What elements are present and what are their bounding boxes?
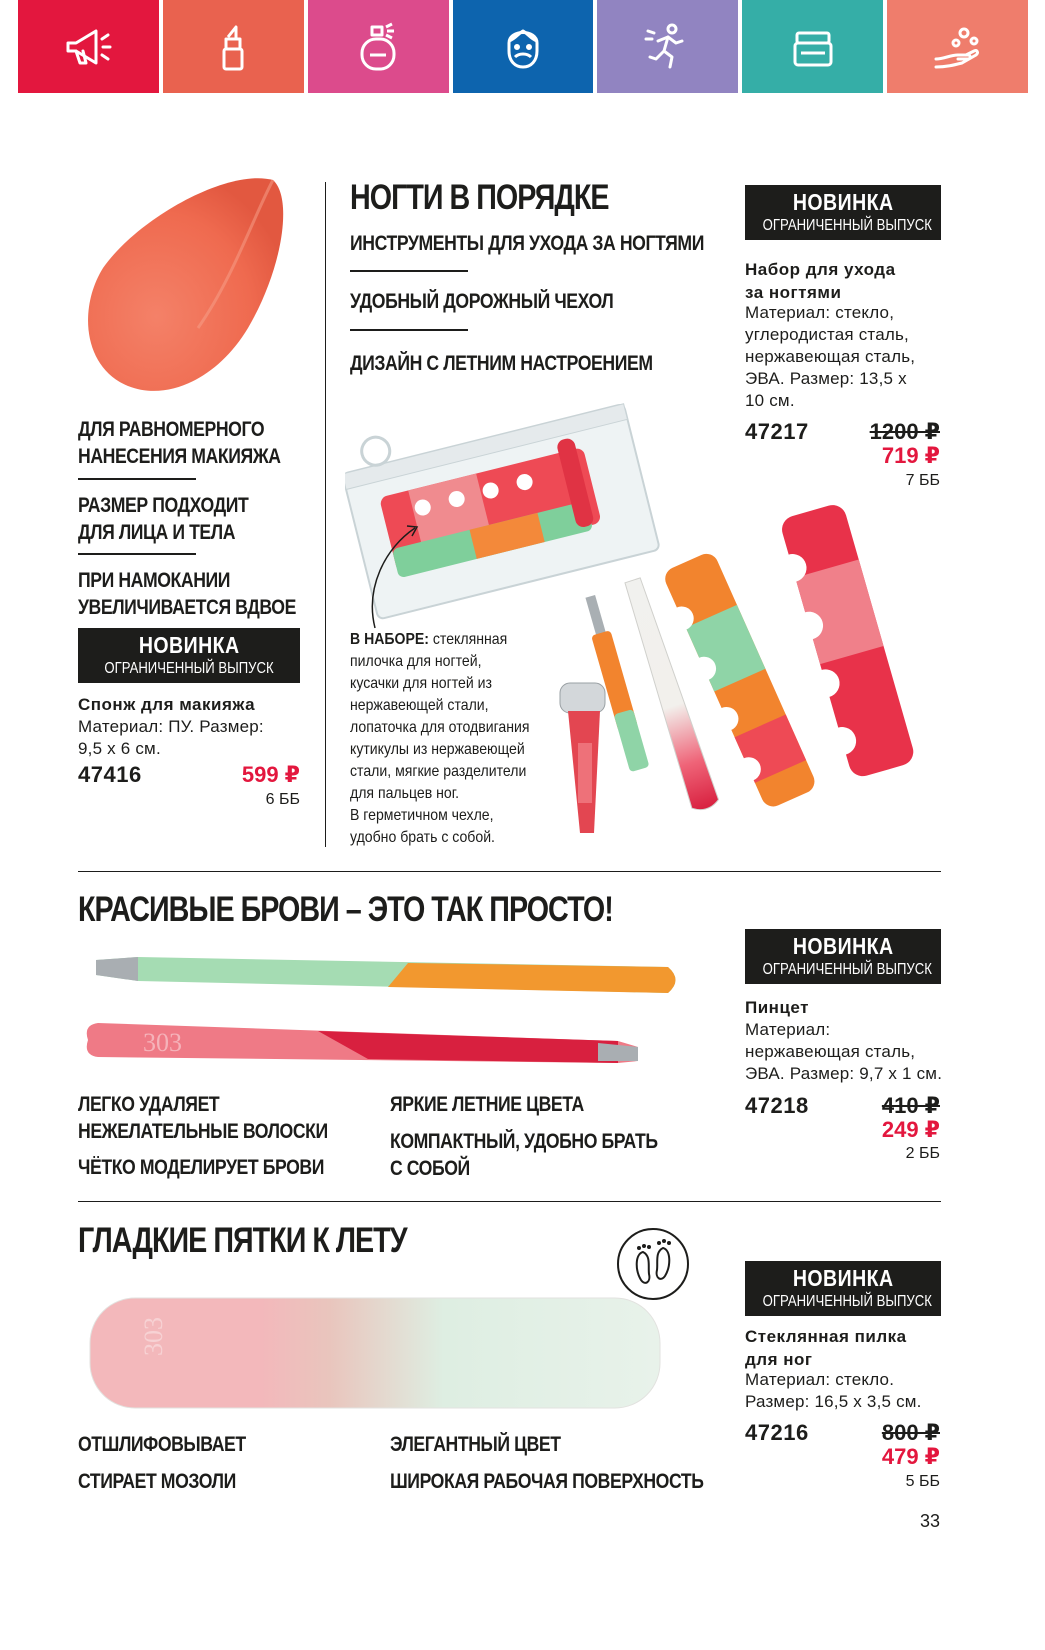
product-description: Материал: нержавеющая сталь, ЭВА. Размер: 9,7 х 1 см. — [745, 1020, 943, 1083]
product-price: 719 ₽ — [881, 443, 940, 468]
sponge-feature-2: РАЗМЕР ПОДХОДИТ ДЛЯ ЛИЦА И ТЕЛА — [78, 494, 249, 544]
product-price: 249 ₽ — [881, 1117, 940, 1142]
divider — [78, 478, 196, 480]
new-badge: НОВИНКА ОГРАНИЧЕННЫЙ ВЫПУСК — [78, 628, 300, 683]
product-name: Набор для ухода за ногтями — [745, 260, 896, 302]
category-tabs — [18, 0, 1028, 93]
heels-feature-left-1: ОТШЛИФОВЫВАЕТ — [78, 1433, 246, 1456]
tab-men[interactable] — [453, 0, 594, 93]
tab-promo[interactable] — [18, 0, 159, 93]
runner-icon — [640, 19, 696, 75]
bonus-points: 6 ББ — [265, 791, 300, 808]
makeup-sponge-image — [78, 158, 298, 398]
bonus-points: 5 ББ — [905, 1473, 940, 1490]
product-name: Спонж для макияжа — [78, 695, 256, 714]
nails-feature-1: ИНСТРУМЕНТЫ ДЛЯ УХОДА ЗА НОГТЯМИ — [350, 232, 704, 255]
svg-text:303: 303 — [139, 1317, 168, 1356]
bonus-points: 7 ББ — [905, 472, 940, 489]
cream-jar-icon — [785, 19, 841, 75]
product-code: 47216 — [745, 1420, 809, 1445]
man-face-icon — [495, 19, 551, 75]
new-badge: НОВИНКА ОГРАНИЧЕННЫЙ ВЫПУСК — [745, 185, 941, 240]
bath-hand-icon — [930, 19, 986, 75]
new-badge: НОВИНКА ОГРАНИЧЕННЫЙ ВЫПУСК — [745, 1261, 941, 1316]
divider — [350, 270, 468, 272]
divider — [78, 553, 196, 555]
product-code: 47416 — [78, 762, 142, 787]
svg-text:303: 303 — [143, 1028, 182, 1057]
brows-feature-right-2: КОМПАКТНЫЙ, УДОБНО БРАТЬ С СОБОЙ — [390, 1130, 658, 1180]
section-title: КРАСИВЫЕ БРОВИ – ЭТО ТАК ПРОСТО! — [78, 890, 613, 929]
old-price: 800 ₽ — [881, 1420, 940, 1445]
page-number: 33 — [920, 1511, 941, 1531]
brows-feature-right-1: ЯРКИЕ ЛЕТНИЕ ЦВЕТА — [390, 1093, 584, 1116]
section-title: ГЛАДКИЕ ПЯТКИ К ЛЕТУ — [78, 1221, 407, 1260]
sponge-feature-1: ДЛЯ РАВНОМЕРНОГО НАНЕСЕНИЯ МАКИЯЖА — [78, 418, 281, 468]
product-description: Материал: стекло, углеродистая сталь, нержавеющая сталь, ЭВА. Размер: 13,5 х 10 см. — [745, 303, 916, 410]
product-code: 47218 — [745, 1093, 809, 1118]
brows-feature-left-1: ЛЕГКО УДАЛЯЕТ НЕЖЕЛАТЕЛЬНЫЕ ВОЛОСКИ — [78, 1093, 328, 1143]
product-price: 479 ₽ — [881, 1444, 940, 1469]
brows-feature-left-2: ЧЁТКО МОДЕЛИРУЕТ БРОВИ — [78, 1156, 324, 1179]
tab-wellness[interactable] — [597, 0, 738, 93]
product-description: Материал: ПУ. Размер: 9,5 х 6 см. — [78, 717, 264, 758]
section-divider — [78, 871, 941, 872]
heels-feature-right-1: ЭЛЕГАНТНЫЙ ЦВЕТ — [390, 1433, 561, 1456]
tab-fragrance[interactable] — [308, 0, 449, 93]
kit-contents: В НАБОРЕ: стеклянная пилочка для ногтей, кусачки для ногтей из нержавеющей стали, лопаточка для отодвигания кутикулы из нержавеющей стали, мягкие разделители для пальцев ног. В герметичном чехле, удобно брать с собой. — [350, 631, 530, 846]
section-divider — [78, 1201, 941, 1202]
product-price: 599 ₽ — [241, 762, 300, 787]
heels-feature-right-2: ШИРОКАЯ РАБОЧАЯ ПОВЕРХНОСТЬ — [390, 1470, 704, 1493]
product-name: Пинцет — [745, 998, 809, 1017]
product-code: 47217 — [745, 419, 809, 444]
nails-feature-3: ДИЗАЙН С ЛЕТНИМ НАСТРОЕНИЕМ — [350, 352, 653, 375]
old-price: 1200 ₽ — [869, 419, 940, 444]
nails-feature-2: УДОБНЫЙ ДОРОЖНЫЙ ЧЕХОЛ — [350, 290, 614, 313]
perfume-icon — [350, 19, 406, 75]
heels-feature-left-2: СТИРАЕТ МОЗОЛИ — [78, 1470, 236, 1493]
tab-bath[interactable] — [887, 0, 1028, 93]
product-name: Стеклянная пилка для ног — [745, 1327, 907, 1369]
tab-makeup[interactable] — [163, 0, 304, 93]
tweezers-image — [78, 945, 678, 1080]
bonus-points: 2 ББ — [905, 1145, 940, 1162]
lipstick-icon — [205, 19, 261, 75]
column-divider — [325, 182, 326, 847]
new-badge: НОВИНКА ОГРАНИЧЕННЫЙ ВЫПУСК — [745, 929, 941, 984]
product-description: Материал: стекло. Размер: 16,5 х 3,5 см. — [745, 1370, 922, 1411]
megaphone-icon — [60, 19, 116, 75]
sponge-feature-3: ПРИ НАМОКАНИИ УВЕЛИЧИВАЕТСЯ ВДВОЕ — [78, 569, 296, 619]
section-title: НОГТИ В ПОРЯДКЕ — [350, 178, 609, 217]
old-price: 410 ₽ — [881, 1093, 940, 1118]
tab-skincare[interactable] — [742, 0, 883, 93]
foot-file-image — [85, 1288, 665, 1418]
divider — [350, 329, 468, 331]
